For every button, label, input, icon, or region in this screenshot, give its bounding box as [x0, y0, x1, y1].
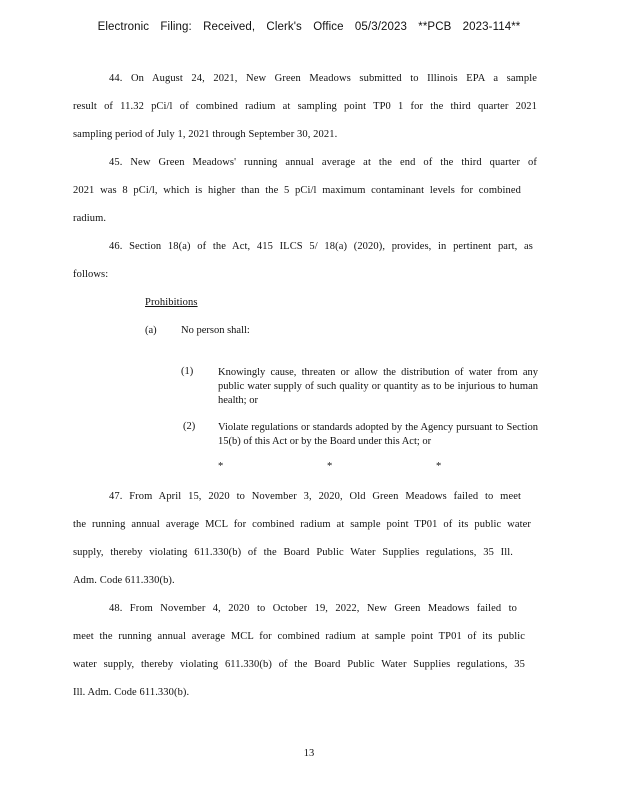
quote-item-1-text: Knowingly cause, threaten or allow the distribution of water from any public water supply of such quality or quantity as to be injurious to human health; or — [218, 367, 538, 406]
paragraph-46-line-1: 46. Section 18(a) of the Act, 415 ILCS 5/ 18(a) (2020), provides, in pertinent part, as — [109, 241, 533, 252]
page-number: 13 — [303, 748, 315, 759]
paragraph-44-line-1: 44. On August 24, 2021, New Green Meadows submitted to Illinois EPA a sample — [109, 73, 537, 84]
paragraph-48-line-4: Ill. Adm. Code 611.330(b). — [73, 687, 190, 698]
paragraph-48-line-1: 48. From November 4, 2020 to October 19, 2022, New Green Meadows failed to — [109, 603, 517, 614]
paragraph-48-line-2: meet the running annual average MCL for combined radium at sample point TP01 of its public — [73, 631, 525, 642]
paragraph-44-line-3: sampling period of July 1, 2021 through September 30, 2021. — [73, 129, 338, 140]
quote-heading: Prohibitions — [145, 297, 198, 308]
paragraph-46-line-2: follows: — [73, 269, 109, 280]
paragraph-47-line-3: supply, thereby violating 611.330(b) of the Board Public Water Supplies regulations, 35 Ill. — [73, 547, 513, 558]
ellipsis-star-2: * — [327, 461, 333, 472]
paragraph-48-line-3: water supply, thereby violating 611.330(b) of the Board Public Water Supplies regulations, 35 — [73, 659, 525, 670]
paragraph-45-line-2: 2021 was 8 pCi/l, which is higher than the 5 pCi/l maximum contaminant levels for combined — [73, 185, 521, 196]
paragraph-45-line-1: 45. New Green Meadows' running annual average at the end of the third quarter of — [109, 157, 537, 168]
paragraph-45-line-3: radium. — [73, 213, 107, 224]
paragraph-47-line-4: Adm. Code 611.330(b). — [73, 575, 175, 586]
quote-item-1-number: (1) — [181, 366, 194, 377]
paragraph-47-line-1: 47. From April 15, 2020 to November 3, 2020, Old Green Meadows failed to meet — [109, 491, 521, 502]
ellipsis-star-1: * — [218, 461, 224, 472]
filing-header: Electronic Filing: Received, Clerk's Office 05/3/2023 **PCB 2023-114** — [97, 21, 521, 33]
quote-item-2-number: (2) — [183, 421, 196, 432]
quote-item-2-text: Violate regulations or standards adopted by the Agency pursuant to Section 15(b) of this Act or by the Board under this Act; or — [218, 422, 538, 447]
quote-subsection-label: (a) — [145, 325, 157, 336]
quote-lead-text: No person shall: — [181, 325, 250, 336]
paragraph-47-line-2: the running annual average MCL for combined radium at sample point TP01 of its public water — [73, 519, 531, 530]
ellipsis-star-3: * — [436, 461, 442, 472]
paragraph-44-line-2: result of 11.32 pCi/l of combined radium at sampling point TP0 1 for the third quarter 2021 — [73, 101, 537, 112]
